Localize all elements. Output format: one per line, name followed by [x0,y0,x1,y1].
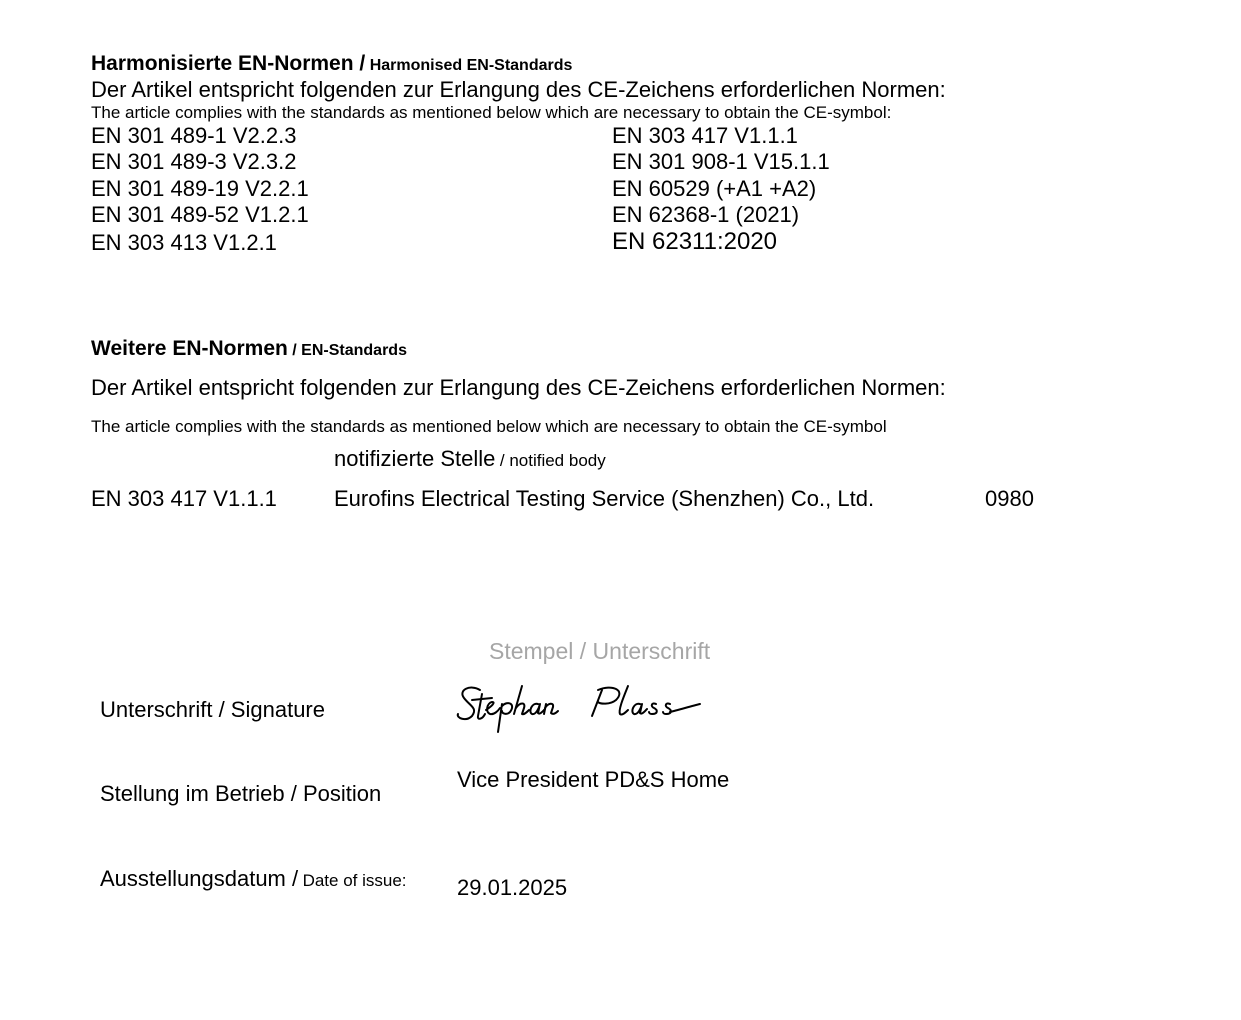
further-heading [91,338,407,359]
standard-item: EN 301 489-52 V1.2.1 [91,202,309,227]
standard-item: EN 301 489-3 V2.3.2 [91,149,297,174]
notified-body-label [334,448,606,470]
notified-body-label-en: / notified body [499,451,606,470]
standard-item: EN 62311:2020 [612,228,778,255]
notified-standard: EN 303 417 V1.1.1 [91,486,277,511]
harmonised-statement-en: The article complies with the standards as mentioned below which are necessary to obtain the CE-symbol: [91,103,892,122]
notified-body-label-de: notifizierte Stelle [334,446,496,471]
standard-item: EN 301 908-1 V15.1.1 [612,149,830,174]
standard-item: EN 301 489-1 V2.2.3 [91,123,297,148]
further-statement-de: Der Artikel entspricht folgenden zur Erlangung des CE-Zeichens erforderlichen Normen: [91,375,946,400]
handwritten-signature [452,680,712,740]
position-label: Stellung im Betrieb / Position [100,781,382,806]
notified-body-name: Eurofins Electrical Testing Service (Shenzhen) Co., Ltd. [334,486,875,511]
date-value: 29.01.2025 [457,875,568,900]
stamp-label: Stempel / Unterschrift [489,638,711,664]
harmonised-statement-de: Der Artikel entspricht folgenden zur Erlangung des CE-Zeichens erforderlichen Normen: [91,77,946,102]
further-heading-de: Weitere EN-Normen [91,337,288,360]
date-label-de: Ausstellungsdatum / [100,866,299,891]
signature-icon [452,680,712,740]
date-label [100,868,407,890]
harmonised-heading [91,53,572,74]
standard-item: EN 303 417 V1.1.1 [612,123,798,148]
further-heading-en: / EN-Standards [292,342,407,359]
notified-body-number: 0980 [985,486,1034,511]
standard-item: EN 301 489-19 V2.2.1 [91,176,309,201]
standard-item: EN 62368-1 (2021) [612,202,800,227]
signature-label: Unterschrift / Signature [100,697,325,722]
standard-item: EN 303 413 V1.2.1 [91,230,277,255]
date-label-en: Date of issue: [302,871,407,890]
further-statement-en: The article complies with the standards as mentioned below which are necessary to obtain the CE-symbol [91,417,887,436]
harmonised-heading-en: Harmonised EN-Standards [369,57,573,74]
position-value: Vice President PD&S Home [457,767,730,792]
standard-item: EN 60529 (+A1 +A2) [612,176,817,201]
harmonised-heading-de: Harmonisierte EN-Normen / [91,52,366,75]
